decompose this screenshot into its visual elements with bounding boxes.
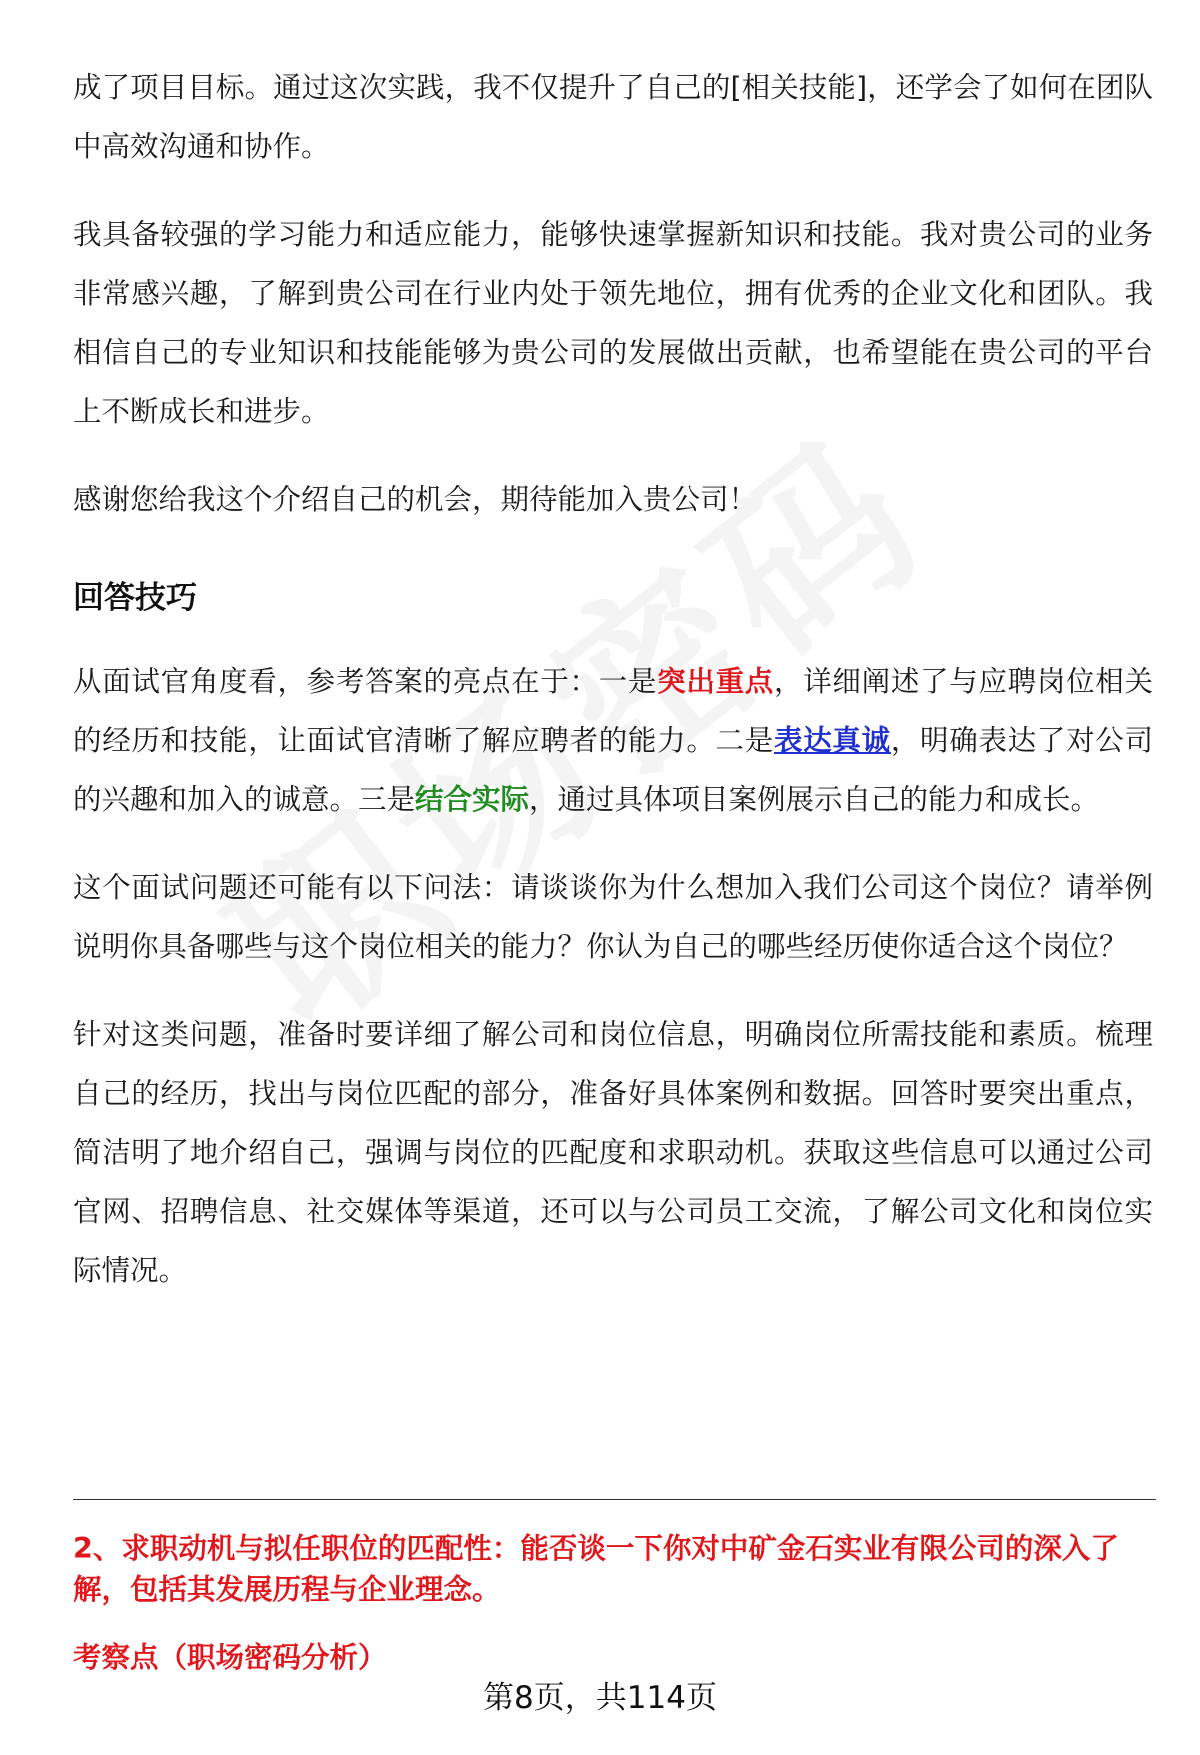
tips-paragraph xyxy=(73,652,1153,829)
intro-paragraph-2: 我具备较强的学习能力和适应能力，能够快速掌握新知识和技能。我对贵公司的业务非常感兴趣，了解到贵公司在行业内处于领先地位，拥有优秀的企业文化和团队。我相信自己的专业知识和技能能够为贵公司的发展做出贡献，也希望能在贵公司的平台上不断成长和进步。 xyxy=(73,218,1153,428)
tips-text-1: 从面试官角度看，参考答案的亮点在于：一是 xyxy=(73,665,658,698)
tips-text-3: ，明确表达了对公司的兴趣和加入的诚意。三是 xyxy=(73,724,1153,816)
intro-paragraph-1: 成了项目目标。通过这次实践，我不仅提升了自己的[相关技能]，还学会了如何在团队中高效沟通和协作。 xyxy=(73,71,1153,163)
intro-paragraph-3: 感谢您给我这个介绍自己的机会，期待能加入贵公司！ xyxy=(73,483,758,516)
highlight-focus: 突出重点 xyxy=(657,665,774,698)
content-body xyxy=(73,58,1153,1300)
prep-advice-paragraph: 针对这类问题，准备时要详细了解公司和岗位信息，明确岗位所需技能和素质。梳理自己的经历，找出与岗位匹配的部分，准备好具体案例和数据。回答时要突出重点，简洁明了地介绍自己，强调与岗位的匹配度和求职动机。获取这些信息可以通过公司官网、招聘信息、社交媒体等渠道，还可以与公司员工交流，了解公司文化和岗位实际情况。 xyxy=(73,1018,1153,1287)
tips-text-4: ，通过具体项目案例展示自己的能力和成长。 xyxy=(529,783,1100,816)
next-subheading: 考察点（职场密码分析） xyxy=(73,1641,387,1674)
next-question: 2、求职动机与拟任职位的匹配性：能否谈一下你对中矿金石实业有限公司的深入了解，包括其发展历程与企业理念。 xyxy=(73,1532,1119,1606)
alt-questions-paragraph: 这个面试问题还可能有以下问法：请谈谈你为什么想加入我们公司这个岗位？请举例说明你具备哪些与这个岗位相关的能力？你认为自己的哪些经历使你适合这个岗位？ xyxy=(73,871,1153,963)
section-title: 回答技巧 xyxy=(73,580,197,616)
tips-text-2: ，详细阐述了与应聘岗位相关的经历和技能，让面试官清晰了解应聘者的能力。二是 xyxy=(73,665,1153,757)
section-divider xyxy=(73,1499,1156,1500)
highlight-sincere: 表达真诚 xyxy=(773,724,891,757)
highlight-practical: 结合实际 xyxy=(415,783,530,816)
page-footer: 第8页，共114页 xyxy=(483,1680,717,1716)
